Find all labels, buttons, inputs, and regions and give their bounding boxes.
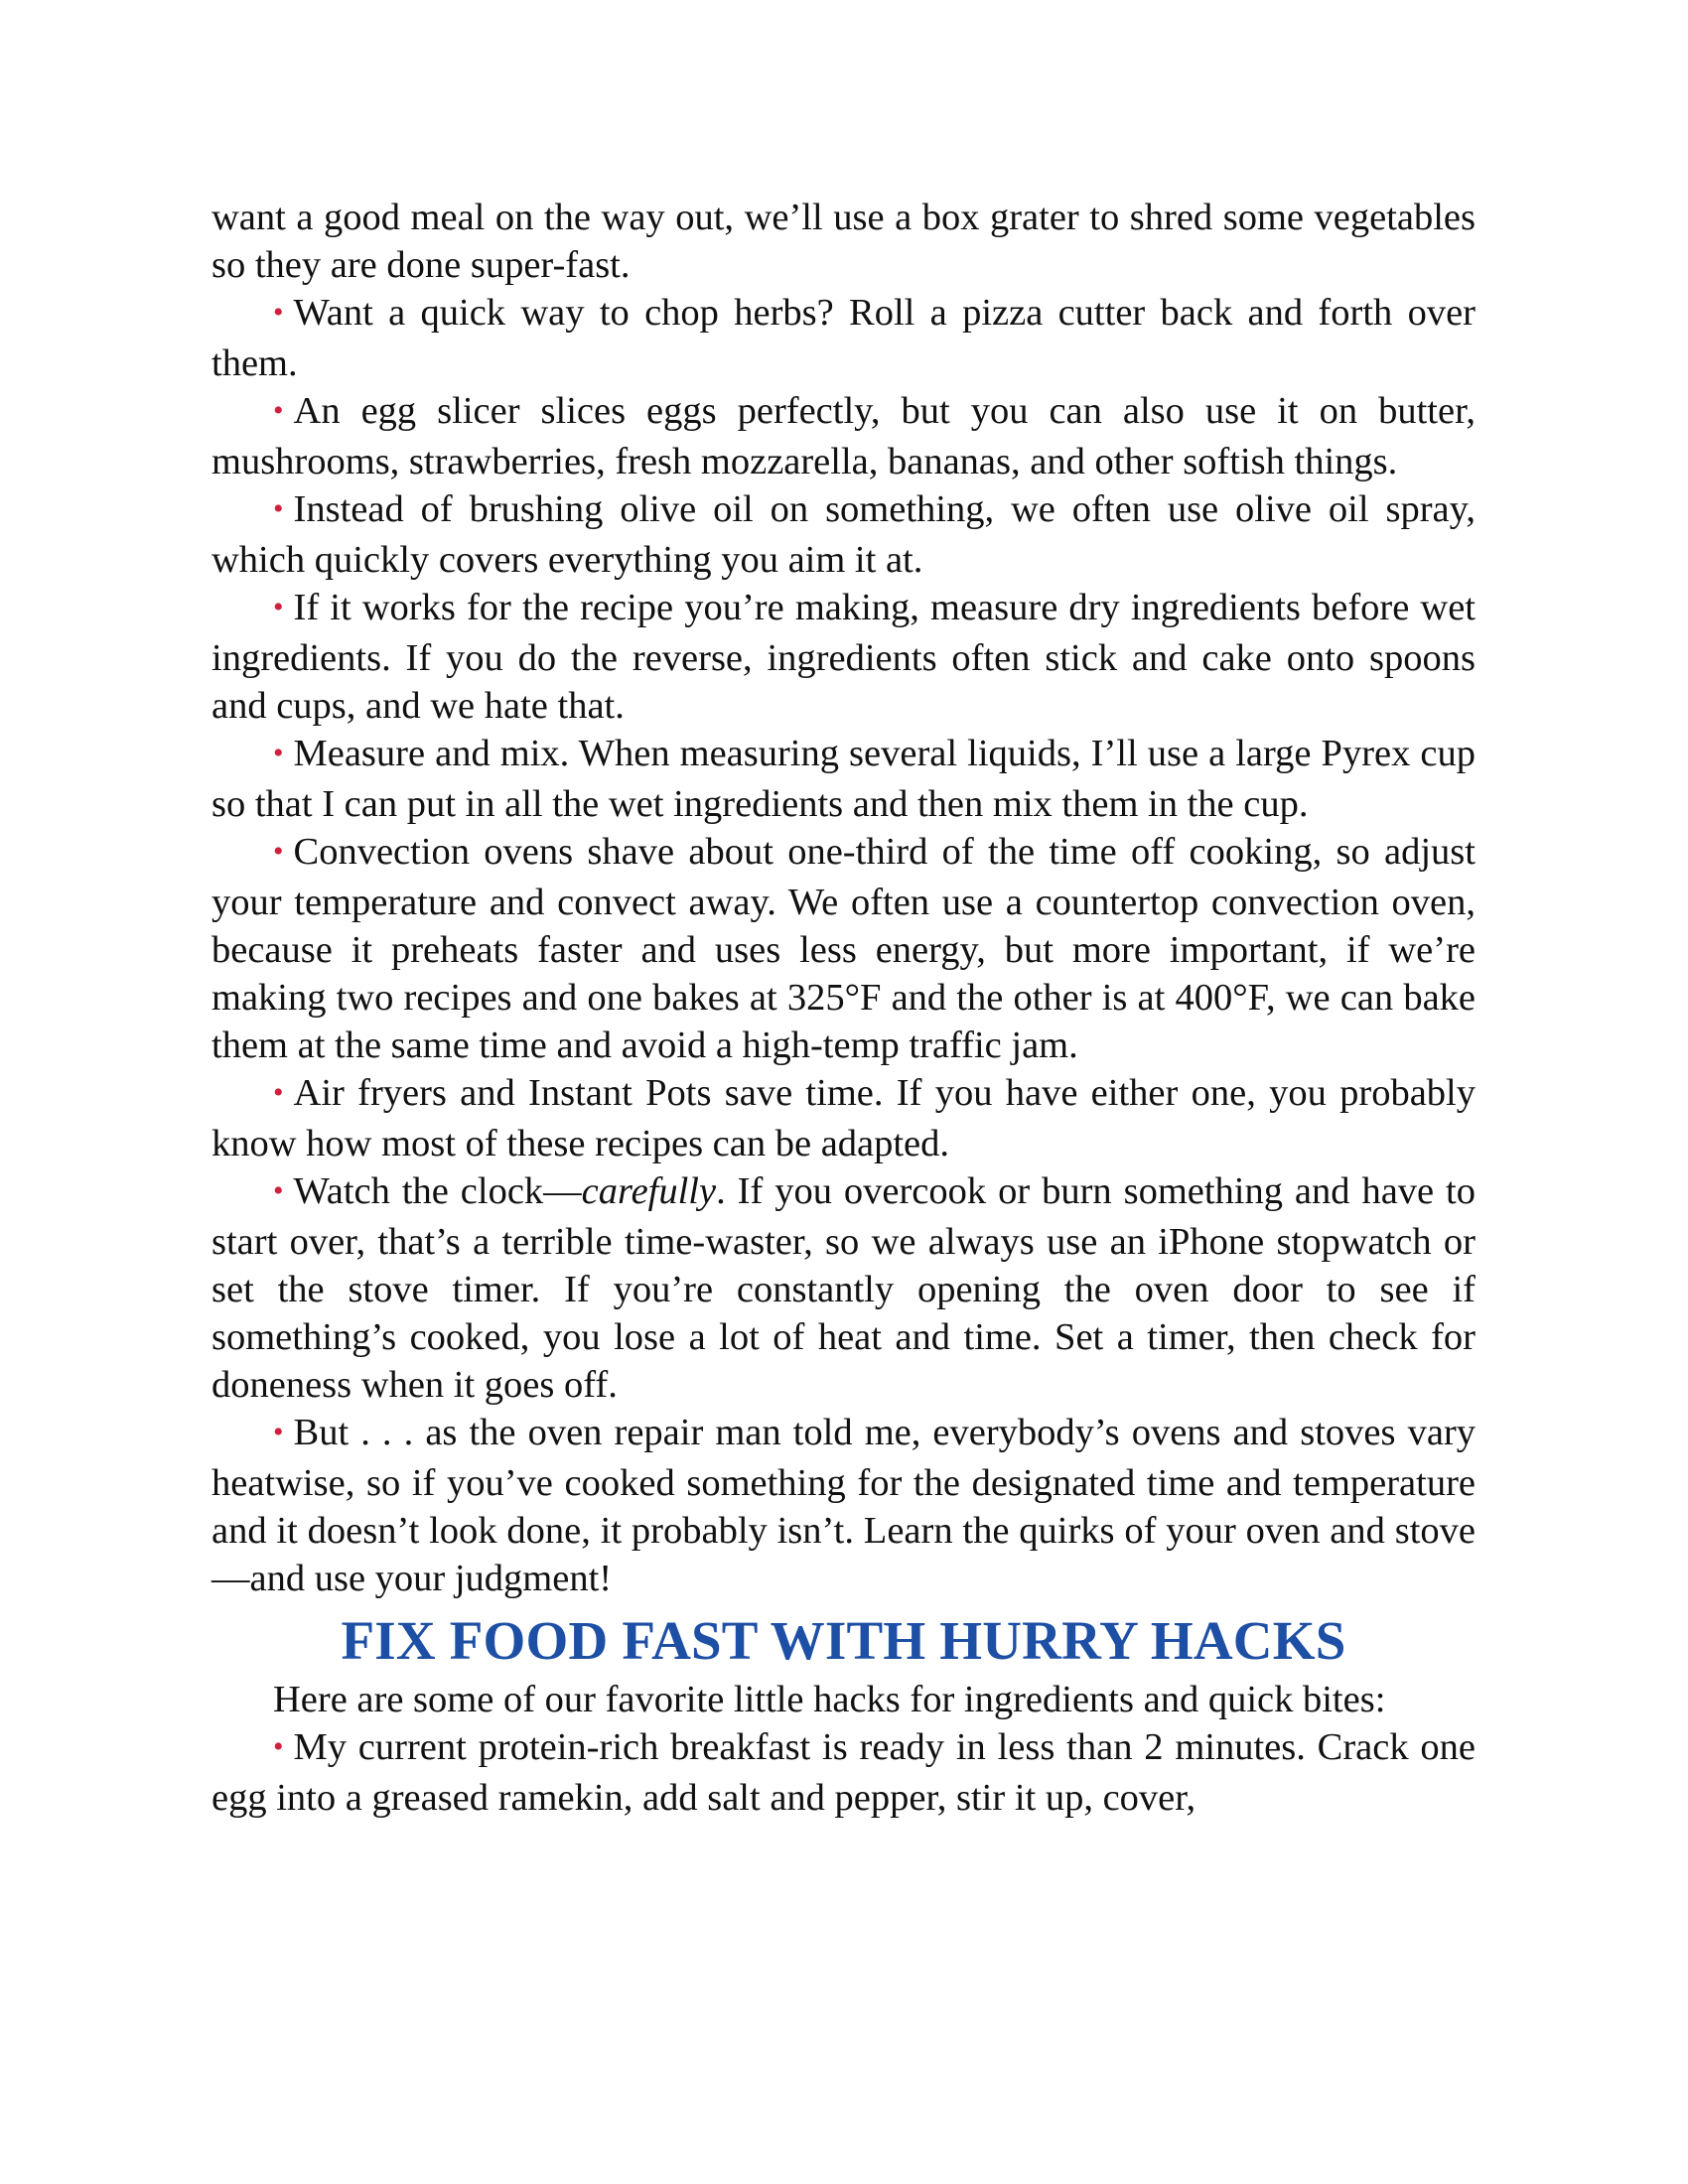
- bullet-text: But . . . as the oven repair man told me, everybody’s ovens and stoves vary heatwise, so if you’ve cooked something for the designated time and temperature and it doesn’t look done, it probably isn’t. Learn the quirks of your oven and stove—and use your judgment!: [211, 1412, 1476, 1599]
- bullet-icon: •: [273, 394, 284, 427]
- bullet-icon: •: [273, 492, 284, 525]
- bullet-item: [211, 730, 1476, 828]
- bullet-icon: •: [273, 1174, 284, 1207]
- bullet-text: Air fryers and Instant Pots save time. If you have either one, you probably know how most of these recipes can be adapted.: [211, 1072, 1476, 1164]
- section-heading: FIX FOOD FAST WITH HURRY HACKS: [341, 1610, 1346, 1671]
- bullet-text-rest: . If you overcook or burn something and have to start over, that’s a terrible time-waster, so we always use an iPhone stopwatch or set the stove timer. If you’re constantly opening the oven door to see if something’s cooked, you lose a lot of heat and time. Set a timer, then check for doneness when it goes off.: [211, 1170, 1476, 1406]
- continuation-paragraph: want a good meal on the way out, we’ll use a box grater to shred some vegetables so they are done super-fast.: [211, 197, 1476, 286]
- bullet-item: [211, 289, 1476, 387]
- bullet-icon: •: [273, 591, 284, 623]
- bullet-text: Instead of brushing olive oil on something, we often use olive oil spray, which quickly covers everything you aim it at.: [211, 488, 1476, 581]
- bullet-text-lead: Watch the clock—: [293, 1170, 582, 1212]
- bullet-icon: •: [273, 1416, 284, 1448]
- bullet-text: Want a quick way to chop herbs? Roll a pizza cutter back and forth over them.: [211, 292, 1476, 384]
- bullet-item: [211, 485, 1476, 584]
- bullet-text: Measure and mix. When measuring several liquids, I’ll use a large Pyrex cup so that I can put in all the wet ingredients and then mix them in the cup.: [211, 733, 1476, 825]
- bullet-item: [211, 584, 1476, 730]
- bullet-icon: •: [273, 1730, 284, 1763]
- bullet-icon: •: [273, 296, 284, 329]
- bullet-text-emphasis: carefully: [581, 1170, 717, 1212]
- bullet-item: [211, 1167, 1476, 1409]
- bullet-item: [211, 1069, 1476, 1167]
- bullet-icon: •: [273, 737, 284, 769]
- document-page: [211, 194, 1476, 1822]
- bullet-icon: •: [273, 1076, 284, 1109]
- bullet-item: [211, 1723, 1476, 1822]
- bullet-text: If it works for the recipe you’re making, measure dry ingredients before wet ingredients. If you do the reverse, ingredients often stick and cake onto spoons and cups, and we hate that.: [211, 587, 1476, 727]
- bullet-item: [211, 387, 1476, 485]
- bullet-item: [211, 1409, 1476, 1602]
- section-intro-paragraph: Here are some of our favorite little hacks for ingredients and quick bites:: [273, 1679, 1386, 1720]
- bullet-text: Convection ovens shave about one-third of the time off cooking, so adjust your temperature and convect away. We often use a countertop convection oven, because it preheats faster and uses less energy, but more important, if we’re making two recipes and one bakes at 325°F and the other is at 400°F, we can bake them at the same time and avoid a high-temp traffic jam.: [211, 831, 1476, 1066]
- bullet-text: My current protein-rich breakfast is ready in less than 2 minutes. Crack one egg into a greased ramekin, add salt and pepper, stir it up, cover,: [211, 1726, 1476, 1819]
- bullet-icon: •: [273, 835, 284, 868]
- bullet-text: An egg slicer slices eggs perfectly, but you can also use it on butter, mushrooms, strawberries, fresh mozzarella, bananas, and other softish things.: [211, 390, 1476, 482]
- bullet-item: [211, 828, 1476, 1069]
